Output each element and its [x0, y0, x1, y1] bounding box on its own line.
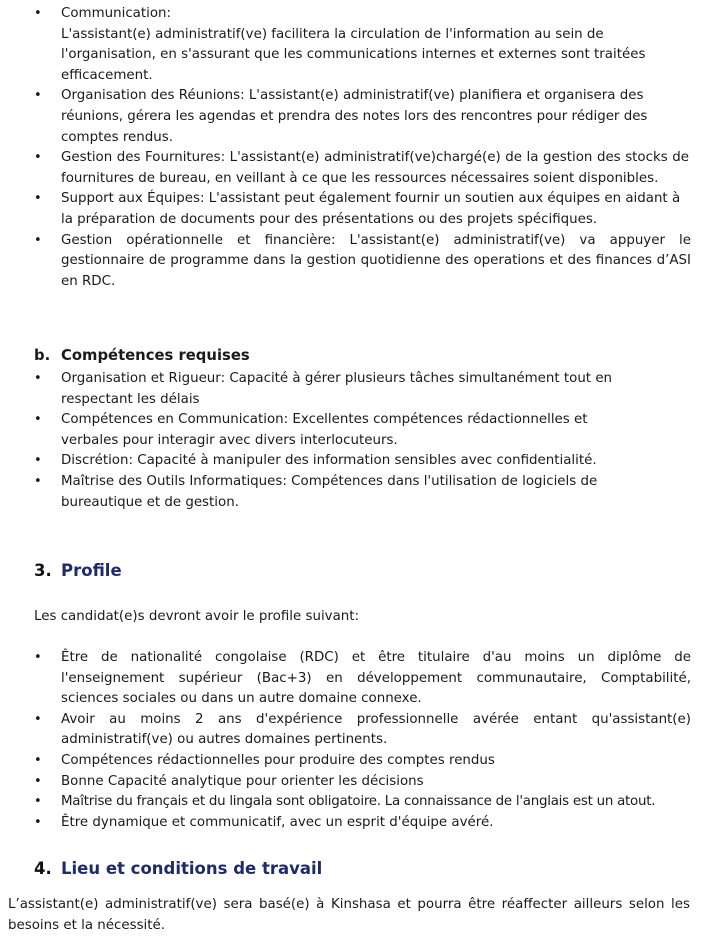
bullet-icon: •: [34, 412, 42, 428]
list-item: • Gestion des Fournitures: L'assistant(e) administratif(ve)chargé(e) de la gestion des stocks de fournitures de bureau, en veillant à ce que les ressources nécessaires soient disponibles.: [34, 150, 689, 186]
profile-list: [0, 648, 711, 833]
list-item: • Avoir au moins 2 ans d'expérience professionnelle avérée entant qu'assistant(e) administratif(ve) ou autres domaines pertinents.: [34, 711, 691, 748]
bullet-icon: •: [34, 473, 42, 489]
profile-intro: Les candidat(e)s devront avoir le profile suivant:: [34, 609, 360, 624]
bullet-icon: •: [34, 650, 42, 665]
bullet-icon: •: [34, 191, 42, 207]
skills-list: [0, 369, 711, 513]
skills-heading: b. Compétences requises: [34, 347, 250, 364]
bullet-icon: •: [34, 453, 42, 469]
bullet-icon: •: [34, 88, 42, 104]
list-item: • Bonne Capacité analytique pour orienter les décisions: [0, 772, 711, 793]
profile-heading: 3. Profile: [34, 561, 122, 580]
list-item: • Discrétion: Capacité à manipuler des information sensibles avec confidentialité.: [0, 451, 711, 472]
bullet-icon: •: [34, 814, 42, 830]
list-item: • Compétences rédactionnelles pour produire des comptes rendus: [0, 751, 711, 772]
bullet-icon: •: [34, 711, 42, 727]
bullet-icon: •: [34, 6, 42, 21]
bullet-icon: •: [34, 232, 42, 248]
list-item: • Support aux Équipes: L'assistant peut également fournir un soutien aux équipes en aidant à la préparation de documents pour des présentations ou des projets spécifiques.: [34, 191, 681, 227]
bullet-icon: •: [34, 752, 42, 768]
list-item: • Organisation des Réunions: L'assistant(e) administratif(ve) planifiera et organisera des réunions, gérera les agendas et prendra des notes lors des rencontres pour rédiger des comptes rendus.: [34, 88, 648, 145]
responsibilities-list: [0, 4, 711, 292]
bullet-icon: •: [34, 150, 42, 166]
list-item: • Gestion opérationnelle et financière: L'assistant(e) administratif(ve) va appuyer le gestionnaire de programme dans la gestion quotidienne des operations et des finances d’ASI en RDC.: [34, 232, 691, 289]
list-item: • Organisation et Rigueur: Capacité à gérer plusieurs tâches simultanément tout en respectant les délais: [34, 371, 613, 407]
bullet-icon: •: [34, 794, 42, 810]
list-item: • Être de nationalité congolaise (RDC) et être titulaire d'au moins un diplôme de l'enseignement supérieur (Bac+3) en développement communautaire, Comptabilité, sciences sociales ou dans un autre domaine connexe.: [34, 650, 691, 707]
workplace-text: L’assistant(e) administratif(ve) sera basé(e) à Kinshasa et pourra être réaffecter ailleurs selon les besoins et la nécessité.: [8, 897, 690, 933]
list-item: • Communication: L'assistant(e) administratif(ve) facilitera la circulation de l'information au sein de l'organisation, en s'assurant que les communications internes et externes sont traitées efficacement.: [34, 6, 646, 83]
bullet-icon: •: [34, 773, 42, 789]
list-item: • Être dynamique et communicatif, avec un esprit d'équipe avéré.: [0, 813, 711, 834]
list-item: • Maîtrise du français et du lingala sont obligatoire. La connaissance de l'anglais est un atout.: [0, 792, 711, 813]
list-item: • Maîtrise des Outils Informatiques: Compétences dans l'utilisation de logiciels de bureautique et de gestion.: [34, 473, 598, 510]
list-item: • Compétences en Communication: Excellentes compétences rédactionnelles et verbales pour interagir avec divers interlocuteurs.: [34, 412, 588, 448]
workplace-heading: 4. Lieu et conditions de travail: [34, 859, 323, 878]
bullet-icon: •: [34, 371, 42, 386]
